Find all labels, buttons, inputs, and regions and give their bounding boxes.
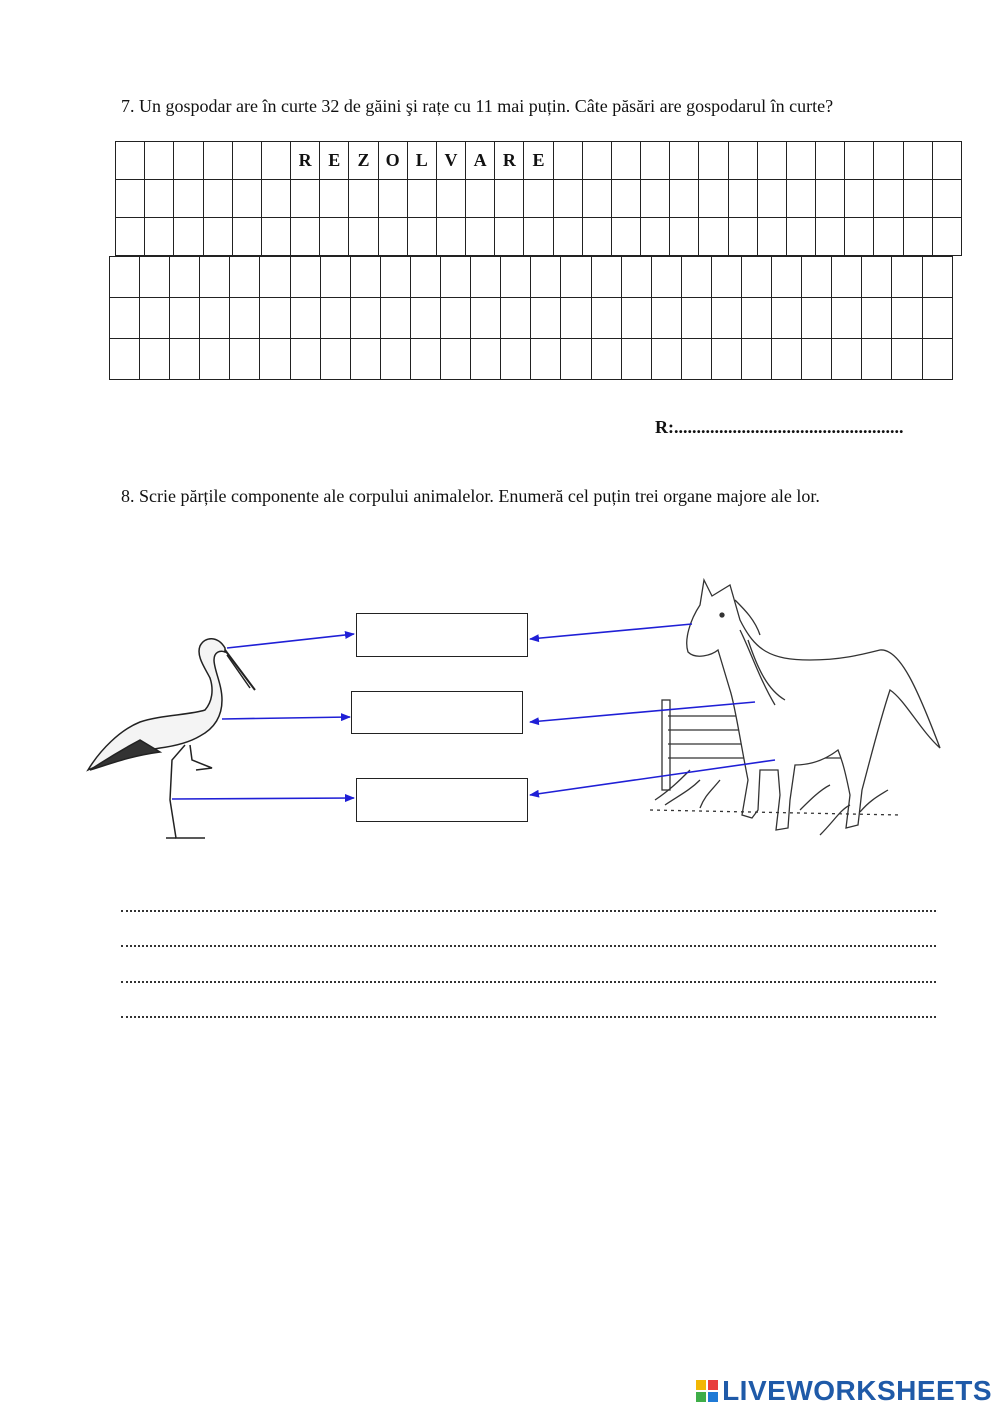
- grid-cell[interactable]: [260, 257, 290, 298]
- grid-cell[interactable]: [611, 142, 640, 180]
- grid-cell[interactable]: [140, 339, 170, 380]
- grid-cell[interactable]: [380, 339, 410, 380]
- grid-cell[interactable]: [553, 180, 582, 218]
- grid-cell[interactable]: [874, 180, 903, 218]
- grid-cell[interactable]: [832, 339, 862, 380]
- grid-cell[interactable]: [786, 142, 815, 180]
- grid-cell[interactable]: [802, 257, 832, 298]
- grid-cell[interactable]: L: [407, 142, 436, 180]
- grid-cell[interactable]: [772, 257, 802, 298]
- grid-cell[interactable]: [553, 218, 582, 256]
- grid-cell[interactable]: [561, 298, 591, 339]
- grid-cell[interactable]: [903, 218, 932, 256]
- grid-cell[interactable]: [436, 218, 465, 256]
- grid-cell[interactable]: [203, 180, 232, 218]
- grid-cell[interactable]: [621, 257, 651, 298]
- grid-cell[interactable]: [531, 339, 561, 380]
- grid-cell[interactable]: [501, 257, 531, 298]
- grid-cell[interactable]: [591, 339, 621, 380]
- writing-line-3[interactable]: [121, 981, 936, 983]
- grid-cell[interactable]: [699, 180, 728, 218]
- grid-cell[interactable]: [260, 339, 290, 380]
- grid-cell[interactable]: [140, 298, 170, 339]
- grid-cell[interactable]: [232, 142, 261, 180]
- grid-cell[interactable]: [728, 180, 757, 218]
- grid-cell[interactable]: [699, 142, 728, 180]
- answer-box-1[interactable]: [356, 613, 528, 657]
- grid-cell[interactable]: [741, 339, 771, 380]
- grid-cell[interactable]: [524, 180, 553, 218]
- grid-cell[interactable]: R: [291, 142, 320, 180]
- stork-illustration: [88, 639, 255, 838]
- grid-cell[interactable]: E: [524, 142, 553, 180]
- grid-cell[interactable]: [892, 257, 922, 298]
- grid-cell[interactable]: [116, 142, 145, 180]
- grid-cell[interactable]: [378, 180, 407, 218]
- grid-cell[interactable]: [772, 339, 802, 380]
- grid-cell[interactable]: [582, 180, 611, 218]
- grid-cell[interactable]: V: [436, 142, 465, 180]
- grid-cell[interactable]: [436, 180, 465, 218]
- grid-cell[interactable]: [410, 298, 440, 339]
- grid-cell[interactable]: [651, 257, 681, 298]
- grid-cell[interactable]: [116, 218, 145, 256]
- grid-cell[interactable]: [802, 339, 832, 380]
- grid-cell[interactable]: [495, 218, 524, 256]
- grid-cell[interactable]: [932, 142, 961, 180]
- grid-cell[interactable]: [832, 257, 862, 298]
- grid-cell[interactable]: [320, 180, 349, 218]
- grid-cell[interactable]: [441, 257, 471, 298]
- grid-cell[interactable]: [230, 298, 260, 339]
- grid-cell[interactable]: [711, 257, 741, 298]
- grid-cell[interactable]: [260, 298, 290, 339]
- grid-cell[interactable]: [621, 339, 651, 380]
- grid-cell[interactable]: [261, 142, 290, 180]
- grid-cell[interactable]: [892, 298, 922, 339]
- grid-cell[interactable]: [832, 298, 862, 339]
- grid-cell[interactable]: [728, 218, 757, 256]
- grid-cell[interactable]: R: [495, 142, 524, 180]
- grid-cell[interactable]: [407, 180, 436, 218]
- writing-line-4[interactable]: [121, 1016, 936, 1018]
- grid-cell[interactable]: [110, 339, 140, 380]
- grid-cell[interactable]: [170, 298, 200, 339]
- grid-cell[interactable]: [553, 142, 582, 180]
- grid-cell[interactable]: [641, 142, 670, 180]
- grid-cell[interactable]: [845, 218, 874, 256]
- grid-cell[interactable]: [170, 257, 200, 298]
- grid-cell[interactable]: [670, 218, 699, 256]
- grid-cell[interactable]: [922, 339, 952, 380]
- grid-cell[interactable]: [501, 298, 531, 339]
- grid-cell[interactable]: [116, 180, 145, 218]
- grid-cell[interactable]: [802, 298, 832, 339]
- grid-cell[interactable]: [728, 142, 757, 180]
- grid-cell[interactable]: [816, 218, 845, 256]
- logo-text: LIVEWORKSHEETS: [722, 1375, 992, 1406]
- grid-cell[interactable]: [320, 339, 350, 380]
- grid-cell[interactable]: [410, 257, 440, 298]
- grid-cell[interactable]: [290, 298, 320, 339]
- grid-cell[interactable]: [203, 142, 232, 180]
- grid-cell[interactable]: [261, 218, 290, 256]
- grid-cell[interactable]: [200, 257, 230, 298]
- grid-cell[interactable]: [110, 298, 140, 339]
- grid-cell[interactable]: [140, 257, 170, 298]
- grid-cell[interactable]: [591, 298, 621, 339]
- grid-cell[interactable]: [350, 298, 380, 339]
- grid-cell[interactable]: [350, 257, 380, 298]
- logo-mark-icon: [696, 1380, 718, 1402]
- grid-cell[interactable]: [681, 298, 711, 339]
- grid-cell[interactable]: [611, 180, 640, 218]
- grid-cell[interactable]: [862, 339, 892, 380]
- grid-cell[interactable]: [232, 180, 261, 218]
- grid-cell[interactable]: O: [378, 142, 407, 180]
- grid-cell[interactable]: [582, 218, 611, 256]
- grid-cell[interactable]: [261, 180, 290, 218]
- grid-cell[interactable]: E: [320, 142, 349, 180]
- grid-cell[interactable]: [641, 218, 670, 256]
- grid-cell[interactable]: [290, 339, 320, 380]
- grid-cell[interactable]: [110, 257, 140, 298]
- grid-cell[interactable]: [903, 142, 932, 180]
- question-8-text: 8. Scrie părțile componente ale corpului animalelor. Enumeră cel puțin trei organe majore ale lor.: [121, 486, 820, 506]
- answer-line[interactable]: R:...................................................: [655, 417, 904, 437]
- grid-cell[interactable]: [757, 218, 786, 256]
- grid-cell[interactable]: [380, 257, 410, 298]
- grid-cell[interactable]: [524, 218, 553, 256]
- grid-cell[interactable]: [349, 218, 378, 256]
- grid-cell[interactable]: [531, 298, 561, 339]
- grid-cell[interactable]: [874, 142, 903, 180]
- grid-cell[interactable]: [200, 339, 230, 380]
- grid-cell[interactable]: [591, 257, 621, 298]
- grid-cell[interactable]: [174, 180, 203, 218]
- answer-box-2[interactable]: [351, 691, 523, 734]
- grid-cell[interactable]: [611, 218, 640, 256]
- grid-cell[interactable]: [320, 257, 350, 298]
- grid-cell[interactable]: [757, 142, 786, 180]
- grid-cell[interactable]: [711, 298, 741, 339]
- grid-cell[interactable]: [903, 180, 932, 218]
- grid-cell[interactable]: [651, 298, 681, 339]
- grid-cell[interactable]: [816, 142, 845, 180]
- grid-cell[interactable]: [320, 218, 349, 256]
- grid-cell[interactable]: [291, 180, 320, 218]
- grid-cell[interactable]: [922, 257, 952, 298]
- grid-cell[interactable]: [380, 298, 410, 339]
- grid-cell[interactable]: [874, 218, 903, 256]
- grid-cell[interactable]: A: [466, 142, 495, 180]
- grid-cell[interactable]: [862, 298, 892, 339]
- grid-cell[interactable]: [845, 180, 874, 218]
- grid-cell[interactable]: [621, 298, 651, 339]
- grid-cell[interactable]: [786, 218, 815, 256]
- grid-cell[interactable]: [561, 257, 591, 298]
- grid-cell[interactable]: [203, 218, 232, 256]
- solution-grid-top: [115, 141, 962, 256]
- grid-cell[interactable]: [145, 180, 174, 218]
- grid-cell[interactable]: [145, 142, 174, 180]
- grid-cell[interactable]: [501, 339, 531, 380]
- grid-cell[interactable]: [291, 218, 320, 256]
- grid-cell[interactable]: [471, 298, 501, 339]
- grid-cell[interactable]: [862, 257, 892, 298]
- grid-cell[interactable]: [711, 339, 741, 380]
- grid-cell[interactable]: [531, 257, 561, 298]
- grid-cell[interactable]: [741, 257, 771, 298]
- grid-cell[interactable]: [441, 339, 471, 380]
- grid-cell[interactable]: [681, 257, 711, 298]
- grid-cell[interactable]: [466, 180, 495, 218]
- grid-cell[interactable]: Z: [349, 142, 378, 180]
- liveworksheets-logo: [696, 1375, 992, 1407]
- grid-cell[interactable]: [495, 180, 524, 218]
- grid-cell[interactable]: [772, 298, 802, 339]
- grid-cell[interactable]: [349, 180, 378, 218]
- grid-cell[interactable]: [670, 180, 699, 218]
- grid-cell[interactable]: [932, 180, 961, 218]
- question-7-text: 7. Un gospodar are în curte 32 de găini şi rațe cu 11 mai puțin. Câte păsări are gospodarul în curte?: [121, 96, 834, 116]
- grid-cell[interactable]: [290, 257, 320, 298]
- grid-cell[interactable]: [757, 180, 786, 218]
- grid-cell[interactable]: [641, 180, 670, 218]
- grid-cell[interactable]: [170, 339, 200, 380]
- grid-cell[interactable]: [845, 142, 874, 180]
- grid-cell[interactable]: [922, 298, 952, 339]
- solution-grid-bottom: [109, 256, 953, 380]
- grid-cell[interactable]: [145, 218, 174, 256]
- grid-cell[interactable]: [350, 339, 380, 380]
- grid-cell[interactable]: [816, 180, 845, 218]
- grid-cell[interactable]: [892, 339, 922, 380]
- grid-cell[interactable]: [786, 180, 815, 218]
- writing-line-2[interactable]: [121, 945, 936, 947]
- answer-box-3[interactable]: [356, 778, 528, 822]
- grid-cell[interactable]: [230, 339, 260, 380]
- grid-cell[interactable]: [582, 142, 611, 180]
- grid-cell[interactable]: [174, 218, 203, 256]
- grid-cell[interactable]: [441, 298, 471, 339]
- grid-cell[interactable]: [932, 218, 961, 256]
- grid-cell[interactable]: [230, 257, 260, 298]
- grid-cell[interactable]: [471, 257, 501, 298]
- grid-cell[interactable]: [681, 339, 711, 380]
- grid-cell[interactable]: [561, 339, 591, 380]
- grid-cell[interactable]: [410, 339, 440, 380]
- writing-line-1[interactable]: [121, 910, 936, 912]
- grid-cell[interactable]: [670, 142, 699, 180]
- grid-cell[interactable]: [699, 218, 728, 256]
- grid-cell[interactable]: [232, 218, 261, 256]
- grid-cell[interactable]: [741, 298, 771, 339]
- grid-cell[interactable]: [174, 142, 203, 180]
- grid-cell[interactable]: [320, 298, 350, 339]
- grid-cell[interactable]: [407, 218, 436, 256]
- grid-cell[interactable]: [378, 218, 407, 256]
- grid-cell[interactable]: [471, 339, 501, 380]
- grid-cell[interactable]: [200, 298, 230, 339]
- grid-cell[interactable]: [651, 339, 681, 380]
- grid-cell[interactable]: [466, 218, 495, 256]
